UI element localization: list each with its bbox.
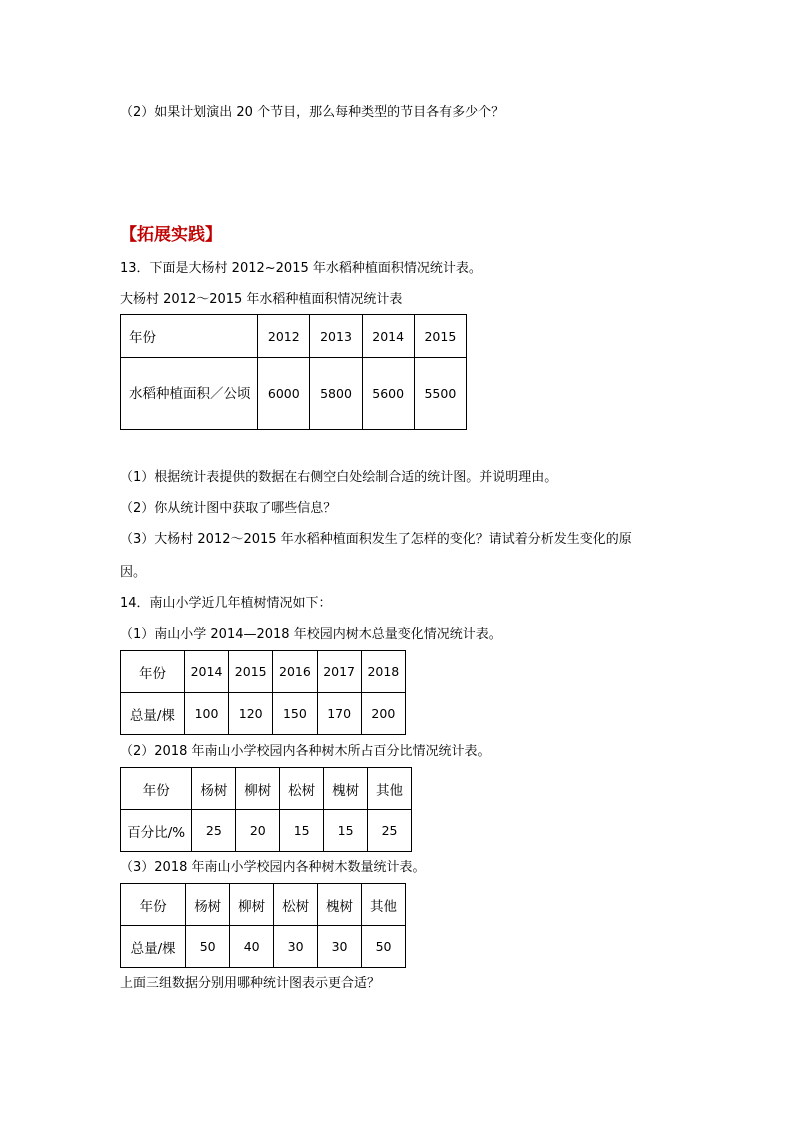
q13-rice-area-table	[120, 314, 467, 430]
table-row-label: 总量/棵	[121, 693, 185, 735]
table-header-year: 2014	[362, 315, 414, 358]
table-header-cell: 杨树	[192, 768, 236, 810]
q14-tree-percent-table	[120, 767, 412, 852]
table-cell: 100	[184, 693, 228, 735]
q13-sub2: （2）你从统计图中获取了哪些信息？	[120, 501, 337, 516]
q14-tree-count-table	[120, 883, 406, 968]
table-header-cell: 其他	[368, 768, 412, 810]
q13-sub1: （1）根据统计表提供的数据在右侧空白处绘制合适的统计图。并说明理由。	[120, 470, 558, 485]
table-cell: 25	[368, 810, 412, 852]
table-cell: 50	[362, 926, 406, 968]
table-cell: 5800	[310, 358, 362, 430]
table-header-cell: 柳树	[236, 768, 280, 810]
q13-table-title: 大杨村 2012～2015 年水稻种植面积情况统计表	[120, 292, 403, 307]
table-row-label: 百分比/%	[121, 810, 192, 852]
q12-part2-text: （2）如果计划演出 20 个节目，那么每种类型的节目各有多少个？	[120, 105, 505, 120]
table-cell: 40	[230, 926, 274, 968]
table-header-cell: 槐树	[324, 768, 368, 810]
table-header-cell: 2016	[273, 651, 317, 693]
table-cell: 30	[274, 926, 318, 968]
table-header-label: 年份	[121, 884, 186, 926]
table-cell: 150	[273, 693, 317, 735]
table-cell: 5500	[414, 358, 466, 430]
table-row-label: 总量/棵	[121, 926, 186, 968]
table-header-label: 年份	[121, 651, 185, 693]
table-cell: 20	[236, 810, 280, 852]
table-cell: 15	[280, 810, 324, 852]
q14-stem: 14．南山小学近几年植树情况如下：	[120, 596, 332, 611]
table-header-cell: 槐树	[318, 884, 362, 926]
table-cell: 170	[317, 693, 361, 735]
table-header-cell: 柳树	[230, 884, 274, 926]
table-header-year: 2012	[258, 315, 310, 358]
table-header-label: 年份	[121, 768, 192, 810]
table-header-cell: 2014	[184, 651, 228, 693]
table-cell: 25	[192, 810, 236, 852]
table-cell: 200	[361, 693, 405, 735]
q14-part2-title: （2）2018 年南山小学校园内各种树木所占百分比情况统计表。	[120, 744, 491, 759]
table-header-cell: 松树	[274, 884, 318, 926]
table-header-year: 2013	[310, 315, 362, 358]
table-header-cell: 2018	[361, 651, 405, 693]
table-header-label: 年份	[121, 315, 258, 358]
table-header-cell: 松树	[280, 768, 324, 810]
q13-sub3-line2: 因。	[120, 565, 147, 580]
table-cell: 6000	[258, 358, 310, 430]
table-cell: 50	[186, 926, 230, 968]
table-cell: 15	[324, 810, 368, 852]
table-header-cell: 2017	[317, 651, 361, 693]
q13-sub3-line1: （3）大杨村 2012～2015 年水稻种植面积发生了怎样的变化？请试着分析发生变化的原	[120, 532, 632, 547]
table-header-cell: 杨树	[186, 884, 230, 926]
q14-part1-title: （1）南山小学 2014—2018 年校园内树木总量变化情况统计表。	[120, 627, 502, 642]
q14-question: 上面三组数据分别用哪种统计图表示更合适？	[120, 976, 381, 991]
section-heading: 【拓展实践】	[120, 225, 222, 245]
table-cell: 120	[229, 693, 273, 735]
q14-part3-title: （3）2018 年南山小学校园内各种树木数量统计表。	[120, 860, 426, 875]
table-header-cell: 其他	[362, 884, 406, 926]
table-row-label: 水稻种植面积／公顷	[121, 358, 258, 430]
q14-tree-total-table	[120, 650, 406, 735]
table-header-cell: 2015	[229, 651, 273, 693]
q13-stem: 13．下面是大杨村 2012~2015 年水稻种植面积情况统计表。	[120, 261, 482, 276]
table-cell: 30	[318, 926, 362, 968]
table-header-year: 2015	[414, 315, 466, 358]
table-cell: 5600	[362, 358, 414, 430]
